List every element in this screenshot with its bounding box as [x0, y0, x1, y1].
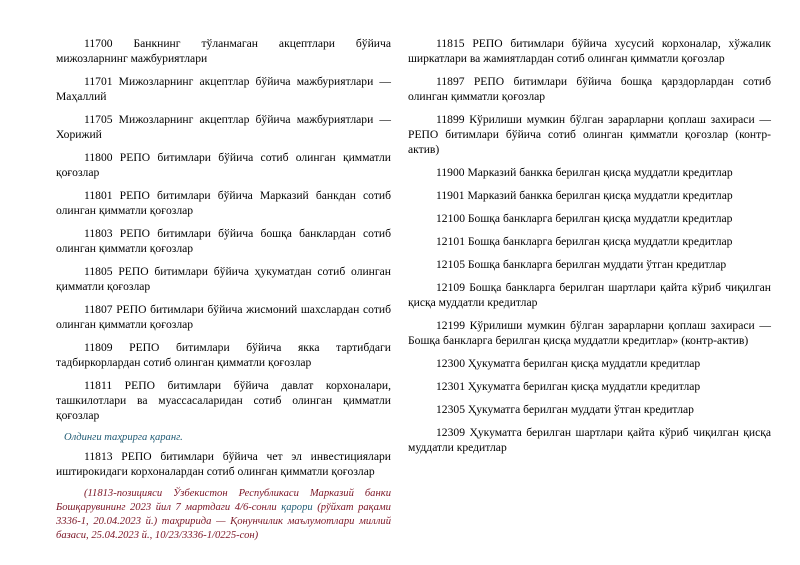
decree-link[interactable]: қарори [281, 502, 313, 513]
amendment-text-after: (рўйхат рақами 3336-1, 20.04.2023 й.) таҳририда — Қонунчилик маълумотлари миллий базаси, 25.04.2023 й., 10/23/3336-1/0225-сон) [56, 502, 391, 541]
account-entry-11705: 11705 Мижозларнинг акцептлар бўйича мажбуриятлари — Хорижий [56, 113, 391, 141]
account-entry-12109: 12109 Бошқа банкларга берилган шартлари қайта кўриб чиқилган қисқа муддатли кредитлар [408, 281, 771, 309]
account-entry-11811: 11811 РЕПО битимлари бўйича давлат корхоналари, ташкилотлари ва муассасаларидан сотиб олинган қимматли қоғозлар [56, 379, 391, 422]
account-entry-12105: 12105 Бошқа банкларга берилган муддати ўтган кредитлар [436, 258, 727, 271]
account-entry-12101: 12101 Бошқа банкларга берилган қисқа муддатли кредитлар [436, 235, 733, 248]
account-entry-11897: 11897 РЕПО битимлари бўйича бошқа қарздорлардан сотиб олинган қимматли қоғозлар [408, 75, 771, 103]
account-entry-11800: 11800 РЕПО битимлари бўйича сотиб олинган қимматли қоғозлар [56, 151, 391, 179]
account-entry-11803: 11803 РЕПО битимлари бўйича бошқа банклардан сотиб олинган қимматли қоғозлар [56, 227, 391, 255]
left-column [56, 36, 391, 543]
account-entry-11815: 11815 РЕПО битимлари бўйича хусусий корхоналар, хўжалик ширкатлари ва жамиятлардан сотиб олинган қимматли қоғозлар [408, 37, 771, 65]
account-entry-11809: 11809 РЕПО битимлари бўйича якка тартибдаги тадбиркорлардан сотиб олинган қимматли қоғозлар [56, 341, 391, 369]
account-entry-11901: 11901 Марказий банкка берилган қисқа муддатли кредитлар [436, 189, 733, 202]
right-column [408, 36, 771, 463]
account-entry-11813: 11813 РЕПО битимлари бўйича чет эл инвестициялари иштирокидаги корхоналардан сотиб олинган қимматли қоғозлар [56, 450, 391, 478]
account-entry-12301: 12301 Ҳукуматга берилган қисқа муддатли кредитлар [436, 380, 701, 393]
account-entry-11801: 11801 РЕПО битимлари бўйича Марказий банкдан сотиб олинган қимматли қоғозлар [56, 189, 391, 217]
account-entry-12300: 12300 Ҳукуматга берилган қисқа муддатли кредитлар [436, 357, 701, 370]
previous-edition-link[interactable]: Олдинги таҳрирга қаранг. [64, 432, 183, 443]
account-entry-11807: 11807 РЕПО битимлари бўйича жисмоний шахслардан сотиб олинган қимматли қоғозлар [56, 303, 391, 331]
account-entry-11701: 11701 Мижозларнинг акцептлар бўйича мажбуриятлари — Маҳаллий [56, 75, 391, 103]
account-entry-12305: 12305 Ҳукуматга берилган муддати ўтган кредитлар [436, 403, 694, 416]
amendment-text-before: (11813-позицияси Ўзбекистон Республикаси Марказий банки Бошқарувининг 2023 йил 7 мартдаги 4/6-сонли [56, 488, 391, 513]
account-entry-11805: 11805 РЕПО битимлари бўйича ҳукуматдан сотиб олинган қимматли қоғозлар [56, 265, 391, 293]
account-entry-11900: 11900 Марказий банкка берилган қисқа муддатли кредитлар [436, 166, 733, 179]
account-entry-11899: 11899 Кўрилиши мумкин бўлган зарарларни қоплаш захираси — РЕПО битимлари бўйича сотиб олинган қимматли қоғозлар (контр-актив) [408, 113, 771, 156]
account-entry-11700: 11700 Банкнинг тўланмаган акцептлари бўйича мижозларнинг мажбуриятлари [56, 37, 391, 65]
account-entry-12199: 12199 Кўрилиши мумкин бўлган зарарларни қоплаш захираси — Бошқа банкларга берилган қисқа муддатли кредитлар» (контр-актив) [408, 319, 771, 347]
account-entry-12309: 12309 Ҳукуматга берилган шартлари қайта кўриб чиқилган қисқа муддатли кредитлар [408, 426, 771, 454]
account-entry-12100: 12100 Бошқа банкларга берилган қисқа муддатли кредитлар [436, 212, 733, 225]
amendment-note [56, 487, 391, 543]
